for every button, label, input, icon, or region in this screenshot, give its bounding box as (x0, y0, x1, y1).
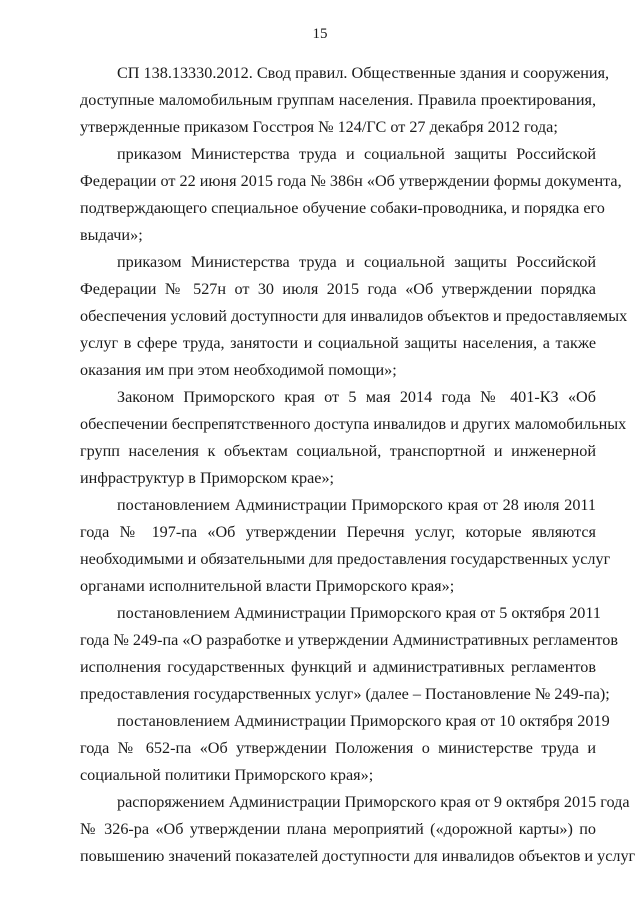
text-line: доступные маломобильным группам населения. Правила проектирования, (80, 91, 596, 109)
text-line: постановлением Администрации Приморского края от 10 октября 2019 (117, 712, 610, 730)
text-line: услуг в сфере труда, занятости и социальной защиты населения, а также (80, 334, 596, 352)
text-line: социальной политики Приморского края»; (80, 766, 374, 784)
text-line: года № 197-па «Об утверждении Перечня услуг, которые являются (80, 523, 596, 541)
text-line: групп населения к объектам социальной, транспортной и инженерной (80, 442, 596, 460)
text-line: постановлением Администрации Приморского края от 28 июля 2011 (117, 496, 596, 514)
text-line: распоряжением Администрации Приморского края от 9 октября 2015 года (117, 793, 630, 811)
text-line: подтверждающего специальное обучение собаки-проводника, и порядка его (80, 199, 605, 217)
text-line: оказания им при этом необходимой помощи»; (80, 361, 397, 379)
text-line: необходимыми и обязательными для предоставления государственных услуг (80, 550, 611, 568)
text-line: приказом Министерства труда и социальной защиты Российской (117, 253, 596, 271)
text-line: Федерации от 22 июня 2015 года № 386н «Об утверждении формы документа, (80, 172, 622, 190)
text-line: повышению значений показателей доступности для инвалидов объектов и услуг (80, 847, 636, 865)
text-line: обеспечения условий доступности для инвалидов объектов и предоставляемых (80, 307, 628, 325)
text-line: Федерации № 527н от 30 июля 2015 года «Об утверждении порядка (80, 280, 596, 298)
text-line: утвержденные приказом Госстроя № 124/ГС от 27 декабря 2012 года; (80, 118, 558, 136)
text-line: года № 652-па «Об утверждении Положения о министерстве труда и (80, 739, 596, 757)
text-line: предоставления государственных услуг» (далее – Постановление № 249-па); (80, 685, 610, 703)
text-line: органами исполнительной власти Приморского края»; (80, 577, 455, 595)
text-line: постановлением Администрации Приморского края от 5 октября 2011 (117, 604, 601, 622)
text-line: приказом Министерства труда и социальной защиты Российской (117, 145, 596, 163)
text-line: инфраструктур в Приморском крае»; (80, 469, 335, 487)
text-line: исполнения государственных функций и административных регламентов (80, 658, 596, 676)
text-line: № 326-ра «Об утверждении плана мероприятий («дорожной карты») по (80, 820, 596, 838)
text-line: обеспечении беспрепятственного доступа инвалидов и других маломобильных (80, 415, 627, 433)
text-line: года № 249-па «О разработке и утверждении Административных регламентов (80, 631, 618, 649)
text-line: выдачи»; (80, 226, 143, 244)
page-number: 15 (312, 26, 328, 42)
text-line: СП 138.13330.2012. Свод правил. Общественные здания и сооружения, (117, 64, 610, 82)
text-line: Законом Приморского края от 5 мая 2014 года № 401-КЗ «Об (117, 388, 596, 406)
